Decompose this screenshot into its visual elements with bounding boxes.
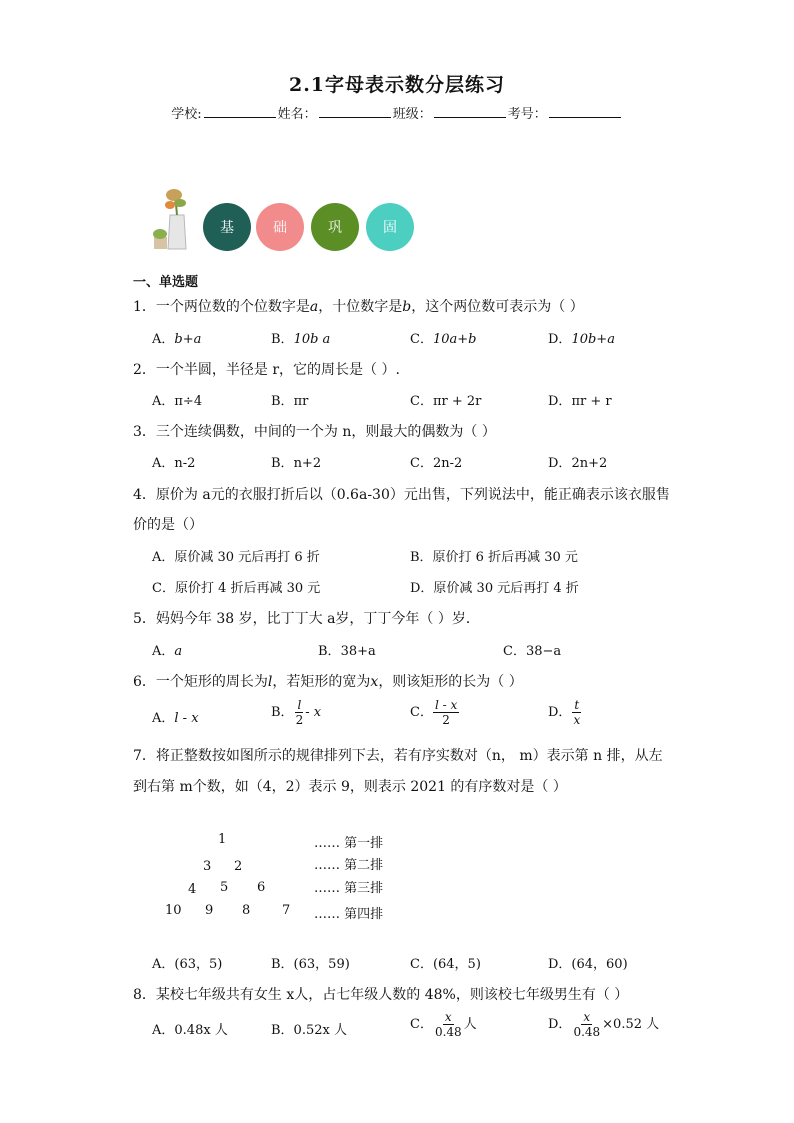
triangle-row-2-num-2: 2 — [234, 859, 243, 874]
q1-option-b[interactable] — [271, 328, 330, 347]
q1-end: ，这个两位数可表示为（ ） — [411, 299, 584, 315]
q5-option-b-letter: B． — [318, 644, 341, 659]
q1-option-b-text: 10b a — [293, 332, 331, 347]
q1-option-c[interactable] — [410, 328, 476, 347]
q5-option-b[interactable] — [318, 640, 376, 659]
q5-option-a-letter: A． — [152, 644, 175, 659]
q5-option-c-letter: C． — [503, 644, 526, 659]
q6-option-c-numerator: l - x — [434, 698, 458, 712]
q1-option-c-letter: C． — [410, 332, 433, 347]
q8-option-b[interactable]: B．0.52x 人 — [271, 1023, 347, 1038]
question-7-line-2: 到右第 m个数，如（4，2）表示 9，则表示 2021 的有序数对是（ ） — [133, 779, 567, 795]
triangle-row-4-num-2: 9 — [205, 903, 214, 918]
page-title: 2.1字母表示数分层练习 — [288, 74, 506, 96]
question-5: 5．妈妈今年 38 岁，比丁丁大 a岁，丁丁今年（ ）岁． — [133, 611, 480, 627]
q2-option-a-text: π÷4 — [174, 394, 203, 409]
name-label: 姓名： — [277, 107, 317, 122]
q8-option-c-denominator: 0.48 — [434, 1025, 462, 1039]
q2-option-c-text: πr + 2r — [432, 394, 482, 409]
triangle-label-row-3: …… 第三排 — [314, 881, 384, 896]
q6-option-c[interactable] — [410, 698, 459, 727]
question-2: 2．一个半圆，半径是 r，它的周长是（ ）. — [133, 362, 400, 378]
school-label: 学校: — [171, 107, 202, 122]
triangle-row-3-num-1: 4 — [188, 882, 197, 897]
number-label: 考号： — [507, 107, 547, 122]
q8-option-d[interactable] — [548, 1010, 659, 1039]
school-blank — [204, 105, 276, 118]
q1-option-d-text: 10b+a — [571, 332, 615, 347]
number-blank — [549, 105, 621, 118]
question-1 — [133, 296, 584, 316]
q6-option-b-fraction — [294, 698, 306, 727]
class-blank — [434, 105, 506, 118]
banner-circle-1 — [203, 203, 251, 251]
q3-option-b[interactable] — [271, 452, 321, 471]
banner-circle-2 — [256, 203, 304, 251]
class-label: 班级： — [392, 107, 432, 122]
q1-option-a[interactable] — [152, 328, 201, 347]
banner-char-1: 基 — [220, 220, 234, 236]
q2-option-b-letter: B． — [271, 394, 294, 409]
student-info-line — [0, 103, 794, 122]
q1-option-a-text: b+a — [174, 332, 202, 347]
q6-stem: 6．一个矩形的周长为 — [133, 674, 268, 690]
plant-vase-illustration — [150, 185, 195, 253]
q6-option-a-text: l - x — [174, 711, 199, 726]
section-heading: 一、单选题 — [133, 275, 199, 290]
q2-option-a[interactable] — [152, 390, 202, 409]
q6-var-x: x — [370, 674, 379, 690]
q1-stem: 1．一个两位数的个位数字是 — [133, 299, 310, 315]
q1-mid: ，十位数字是 — [318, 299, 403, 315]
q1-option-c-text: 10a+b — [432, 332, 477, 347]
q5-option-b-text: 38+a — [340, 644, 376, 659]
q2-option-b[interactable] — [271, 390, 308, 409]
q6-option-b[interactable] — [271, 698, 321, 727]
q4-option-d[interactable]: D．原价减 30 元后再打 4 折 — [410, 581, 579, 596]
q2-option-c[interactable] — [410, 390, 481, 409]
q6-option-d-numerator: t — [574, 698, 580, 712]
q2-option-c-letter: C． — [410, 394, 433, 409]
q2-option-d-letter: D． — [548, 394, 572, 409]
q7-option-c[interactable]: C．(64，5) — [410, 957, 481, 972]
q6-mid: ，若矩形的宽为 — [272, 674, 371, 690]
q3-option-a[interactable] — [152, 452, 195, 471]
name-blank — [319, 105, 391, 118]
q4-option-a[interactable]: A．原价减 30 元后再打 6 折 — [152, 550, 320, 565]
q1-option-d[interactable] — [548, 328, 615, 347]
q2-option-a-letter: A． — [152, 394, 175, 409]
q8-option-d-rest: ×0.52 人 — [602, 1017, 660, 1032]
q8-option-c[interactable] — [410, 1010, 477, 1039]
banner-char-2: 础 — [273, 220, 287, 236]
q3-option-d-letter: D． — [548, 456, 572, 471]
triangle-row-4-num-3: 8 — [242, 903, 251, 918]
q3-option-c-text: 2n-2 — [432, 456, 463, 471]
question-8: 8．某校七年级共有女生 x人，占七年级人数的 48%，则该校七年级男生有（ ） — [133, 987, 629, 1003]
q6-option-c-letter: C． — [410, 705, 433, 720]
q6-option-b-denominator: 2 — [295, 713, 304, 727]
question-4-line-1: 4．原价为 a元的衣服打折后以（0.6a-30）元出售，下列说法中，能正确表示该衣服售 — [133, 487, 670, 503]
q7-option-d[interactable]: D．(64，60) — [548, 957, 628, 972]
q2-option-d[interactable] — [548, 390, 612, 409]
q6-option-b-numerator: l — [297, 698, 302, 712]
q6-var-l: l — [267, 674, 273, 690]
q5-option-c-text: 38−a — [525, 644, 562, 659]
q3-option-a-text: n-2 — [174, 456, 196, 471]
q5-option-c[interactable] — [503, 640, 561, 659]
q3-option-a-letter: A． — [152, 456, 175, 471]
q6-option-b-letter: B． — [271, 705, 294, 720]
question-3: 3．三个连续偶数，中间的一个为 n，则最大的偶数为（ ） — [133, 424, 496, 440]
question-4-line-2: 价的是（） — [133, 517, 203, 533]
q8-option-c-fraction — [433, 1010, 464, 1039]
q3-option-d[interactable] — [548, 452, 607, 471]
triangle-row-4-num-1: 10 — [165, 903, 182, 918]
q6-option-b-rest: - x — [305, 705, 322, 720]
q8-option-d-denominator: 0.48 — [573, 1025, 601, 1039]
triangle-row-3-num-2: 5 — [220, 880, 229, 895]
q2-option-b-text: πr — [293, 394, 309, 409]
q6-option-d[interactable] — [548, 698, 582, 727]
q3-option-b-text: n+2 — [293, 456, 322, 471]
q8-option-d-numerator: x — [583, 1010, 591, 1024]
q6-option-c-fraction — [433, 698, 459, 727]
q6-end: ，则该矩形的长为（ ） — [378, 674, 523, 690]
q2-option-d-text: πr + r — [571, 394, 612, 409]
q3-option-b-letter: B． — [271, 456, 294, 471]
triangle-row-1-num-1: 1 — [218, 832, 227, 847]
banner-circle-4 — [366, 203, 414, 251]
q3-option-c[interactable] — [410, 452, 462, 471]
q1-option-a-letter: A． — [152, 332, 175, 347]
q7-option-b[interactable]: B．(63，59) — [271, 957, 350, 972]
q8-option-c-unit: 人 — [463, 1017, 477, 1032]
q4-option-b[interactable]: B．原价打 6 折后再减 30 元 — [410, 550, 578, 565]
q6-option-d-denominator: x — [573, 713, 581, 727]
q6-option-d-letter: D． — [548, 705, 572, 720]
question-7-line-1: 7．将正整数按如图所示的规律排列下去，若有序实数对（n， m）表示第 n 排，从左 — [133, 748, 663, 764]
q6-option-a-letter: A． — [152, 711, 175, 726]
banner-char-3: 巩 — [328, 220, 342, 236]
q5-option-a[interactable] — [152, 640, 182, 659]
question-6 — [133, 671, 523, 691]
triangle-label-row-1: …… 第一排 — [314, 836, 384, 851]
triangle-row-3-num-3: 6 — [257, 880, 266, 895]
q8-option-c-letter: C． — [410, 1017, 433, 1032]
banner-circle-3 — [311, 203, 359, 251]
triangle-row-2-num-1: 3 — [203, 859, 212, 874]
q8-option-a[interactable]: A．0.48x 人 — [152, 1023, 228, 1038]
q3-option-c-letter: C． — [410, 456, 433, 471]
q4-option-c[interactable]: C．原价打 4 折后再减 30 元 — [152, 581, 321, 596]
q1-option-b-letter: B． — [271, 332, 294, 347]
q1-var-b: b — [402, 299, 412, 315]
q6-option-a[interactable] — [152, 707, 199, 726]
q6-option-c-denominator: 2 — [442, 713, 450, 727]
q1-option-d-letter: D． — [548, 332, 572, 347]
q8-option-d-letter: D． — [548, 1017, 572, 1032]
triangle-row-4-num-4: 7 — [282, 903, 291, 918]
q8-option-d-fraction — [571, 1010, 602, 1039]
q1-var-a: a — [309, 299, 319, 315]
triangle-label-row-2: …… 第二排 — [314, 858, 384, 873]
q7-option-a[interactable]: A．(63，5) — [152, 957, 223, 972]
banner-char-4: 固 — [383, 220, 397, 236]
q5-option-a-text: a — [174, 644, 183, 659]
q6-option-d-fraction — [571, 698, 582, 727]
q8-option-c-numerator: x — [444, 1010, 452, 1024]
q3-option-d-text: 2n+2 — [571, 456, 608, 471]
triangle-label-row-4: …… 第四排 — [314, 907, 384, 922]
